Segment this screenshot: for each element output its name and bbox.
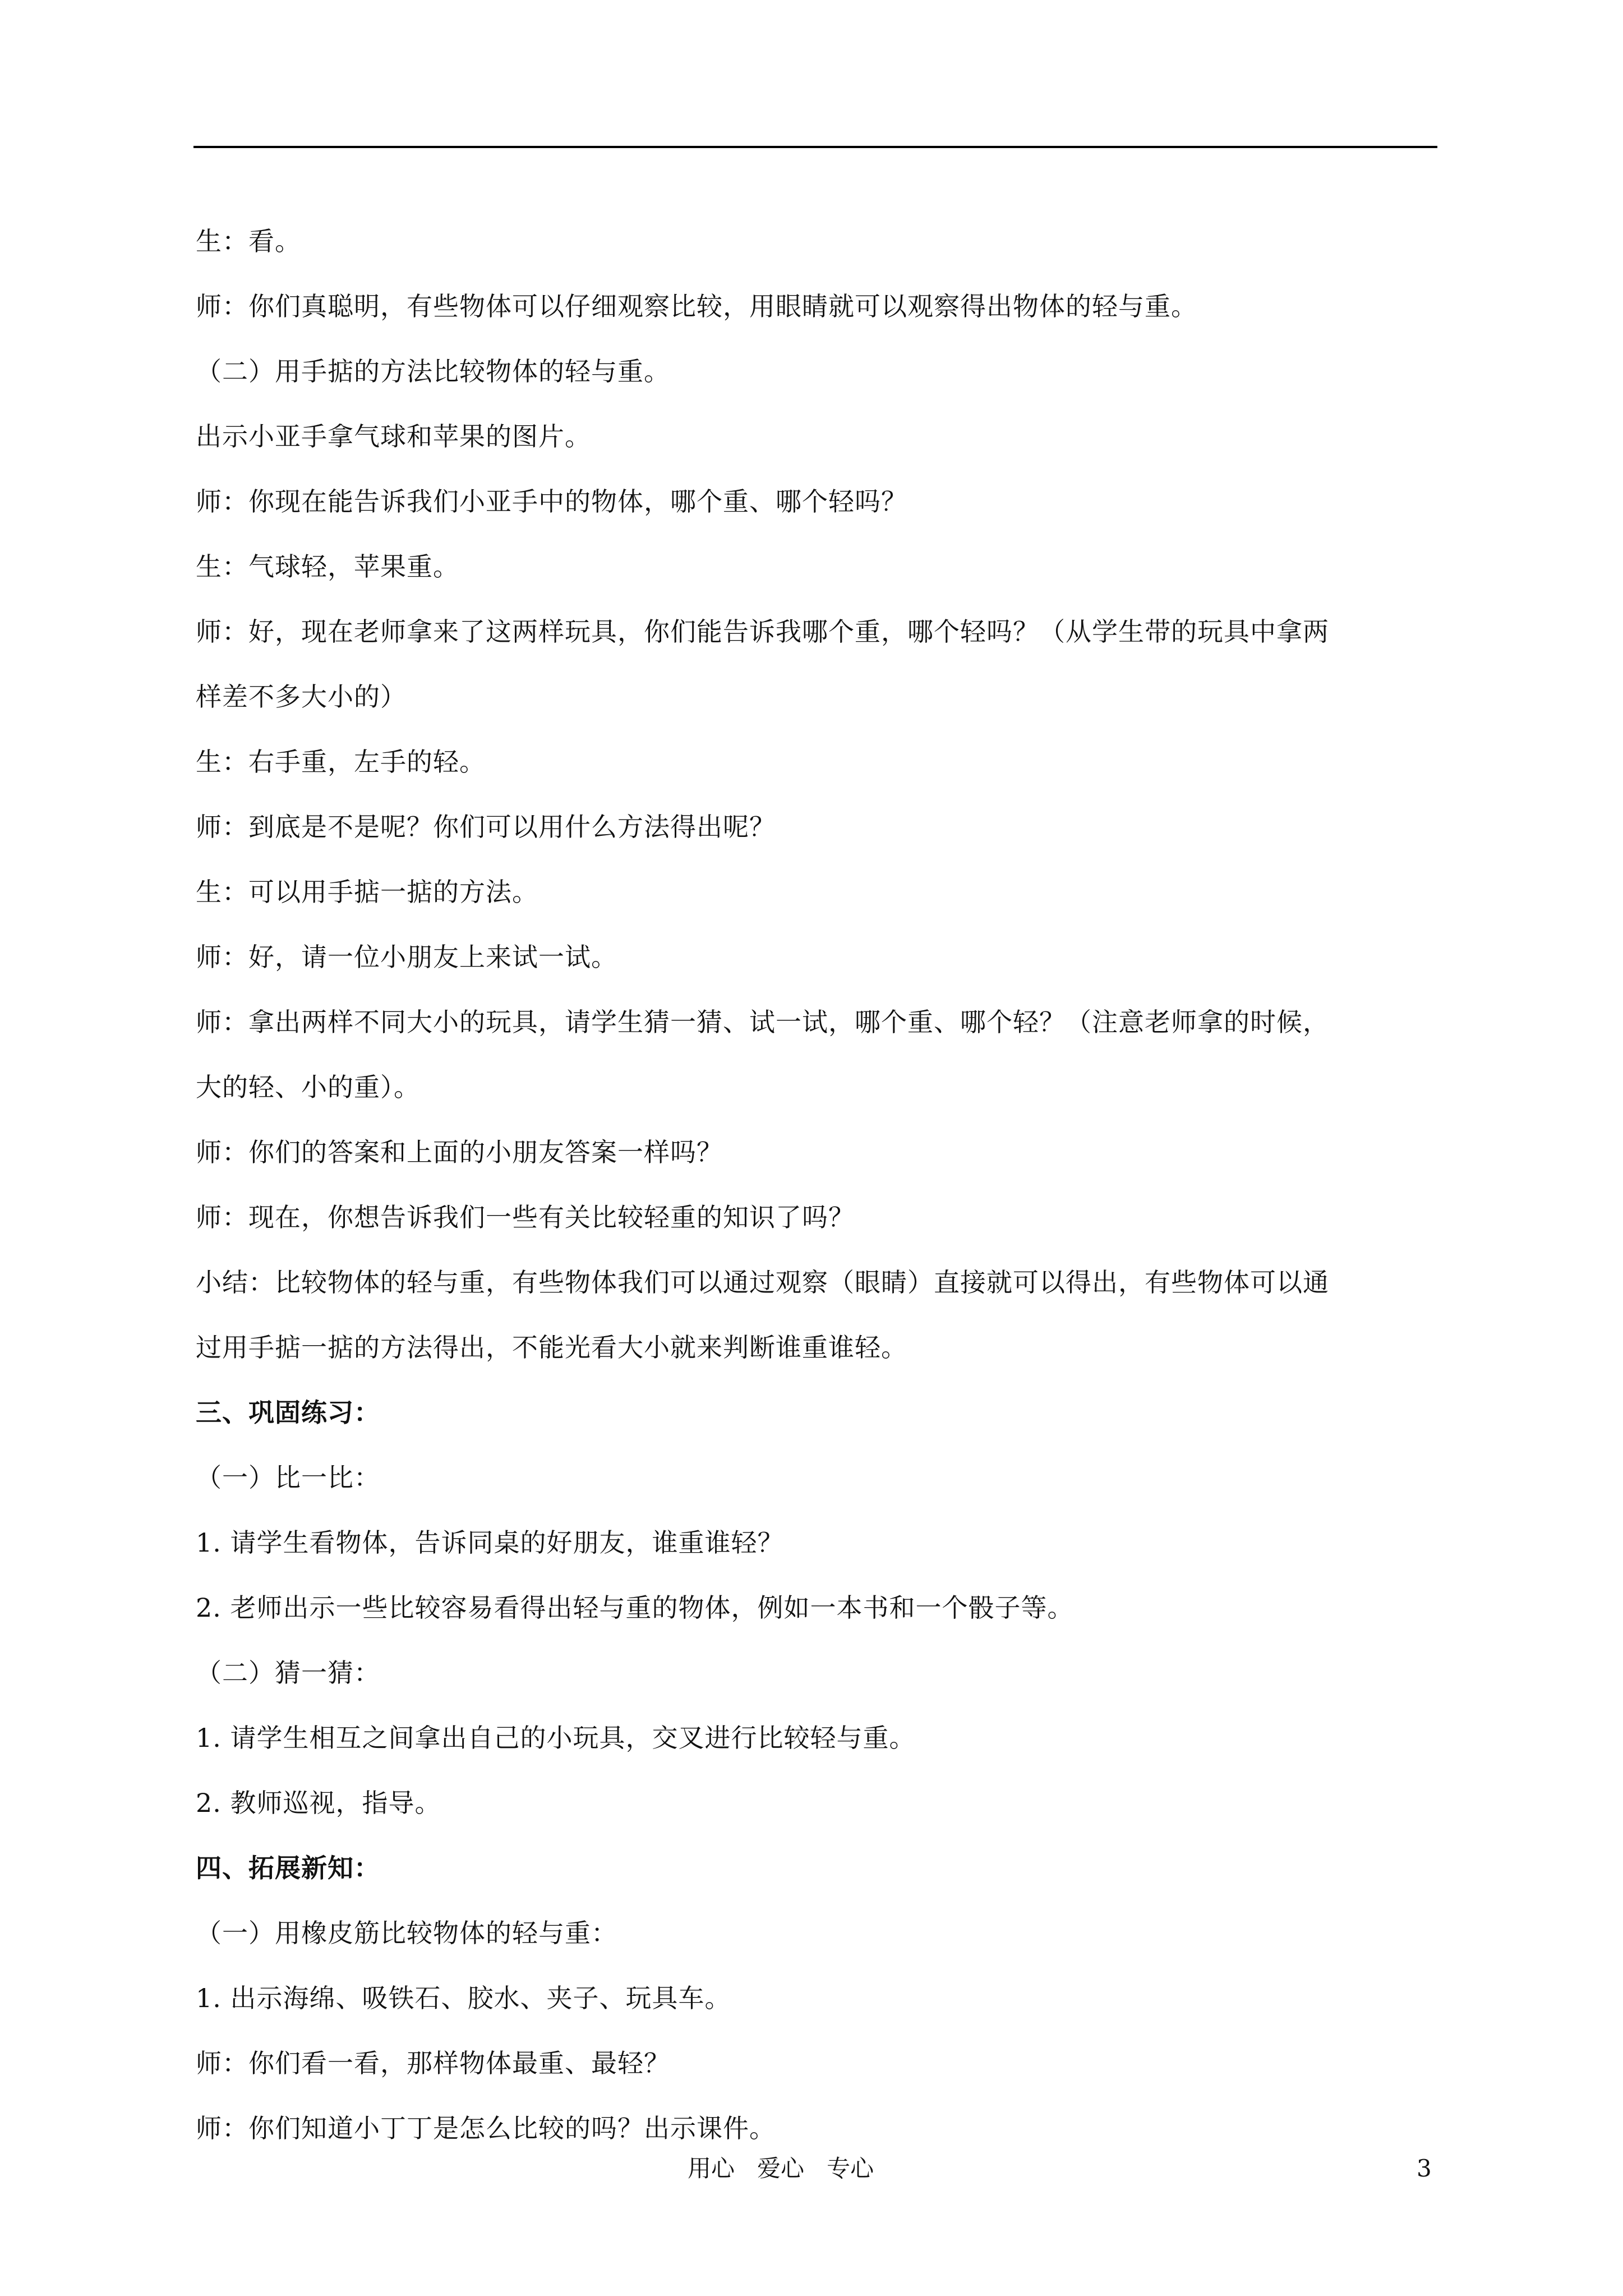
text-line: 师：好，请一位小朋友上来试一试。 xyxy=(196,942,617,972)
text-line: 1. 请学生看物体，告诉同桌的好朋友，谁重谁轻？ xyxy=(196,1527,784,1558)
text-line: 师：你们真聪明，有些物体可以仔细观察比较，用眼睛就可以观察得出物体的轻与重。 xyxy=(196,291,1197,321)
text-line: 师：你们知道小丁丁是怎么比较的吗？出示课件。 xyxy=(196,2113,776,2143)
footer-slogan: 用心 爱心 专心 xyxy=(688,2155,874,2182)
text-line: 出示小亚手拿气球和苹果的图片。 xyxy=(196,421,591,452)
text-line: （二）猜一猜： xyxy=(196,1658,380,1688)
text-line: 2. 老师出示一些比较容易看得出轻与重的物体，例如一本书和一个骰子等。 xyxy=(196,1593,1074,1623)
text-line: 小结：比较物体的轻与重，有些物体我们可以通过观察（眼睛）直接就可以得出，有些物体可以通 xyxy=(196,1267,1329,1297)
section-heading: 四、拓展新知： xyxy=(196,1853,380,1883)
text-line: 师：现在，你想告诉我们一些有关比较轻重的知识了吗？ xyxy=(196,1202,855,1232)
text-line: 2. 教师巡视，指导。 xyxy=(196,1788,441,1818)
page-footer xyxy=(0,2152,1623,2185)
page-number: 3 xyxy=(1417,2155,1432,2182)
text-line: 师：拿出两样不同大小的玩具，请学生猜一猜、试一试，哪个重、哪个轻？（注意老师拿的时候， xyxy=(196,1007,1329,1037)
text-line: 师：到底是不是呢？你们可以用什么方法得出呢？ xyxy=(196,812,776,842)
section-heading: 三、巩固练习： xyxy=(196,1397,380,1428)
text-line: 生：可以用手掂一掂的方法。 xyxy=(196,877,538,907)
text-line: 师：你们看一看，那样物体最重、最轻？ xyxy=(196,2048,670,2078)
text-line: 生：看。 xyxy=(196,226,301,256)
text-line: 1. 出示海绵、吸铁石、胶水、夹子、玩具车。 xyxy=(196,1983,731,2013)
text-line: 生：右手重，左手的轻。 xyxy=(196,747,486,777)
text-line: 样差不多大小的） xyxy=(196,682,407,712)
text-line: 生：气球轻，苹果重。 xyxy=(196,551,459,582)
text-line: （二）用手掂的方法比较物体的轻与重。 xyxy=(196,356,670,386)
text-line: 大的轻、小的重）。 xyxy=(196,1072,420,1102)
text-line: （一）比一比： xyxy=(196,1462,380,1493)
document-body xyxy=(196,209,1437,2161)
text-line: 过用手掂一掂的方法得出，不能光看大小就来判断谁重谁轻。 xyxy=(196,1332,907,1363)
text-line: 师：你现在能告诉我们小亚手中的物体，哪个重、哪个轻吗？ xyxy=(196,486,907,517)
header-rule xyxy=(193,146,1437,148)
text-line: 师：你们的答案和上面的小朋友答案一样吗？ xyxy=(196,1137,723,1167)
text-line: （一）用橡皮筋比较物体的轻与重： xyxy=(196,1918,617,1948)
text-line: 1. 请学生相互之间拿出自己的小玩具，交叉进行比较轻与重。 xyxy=(196,1723,916,1753)
text-line: 师：好，现在老师拿来了这两样玩具，你们能告诉我哪个重，哪个轻吗？（从学生带的玩具中拿两 xyxy=(196,616,1329,647)
